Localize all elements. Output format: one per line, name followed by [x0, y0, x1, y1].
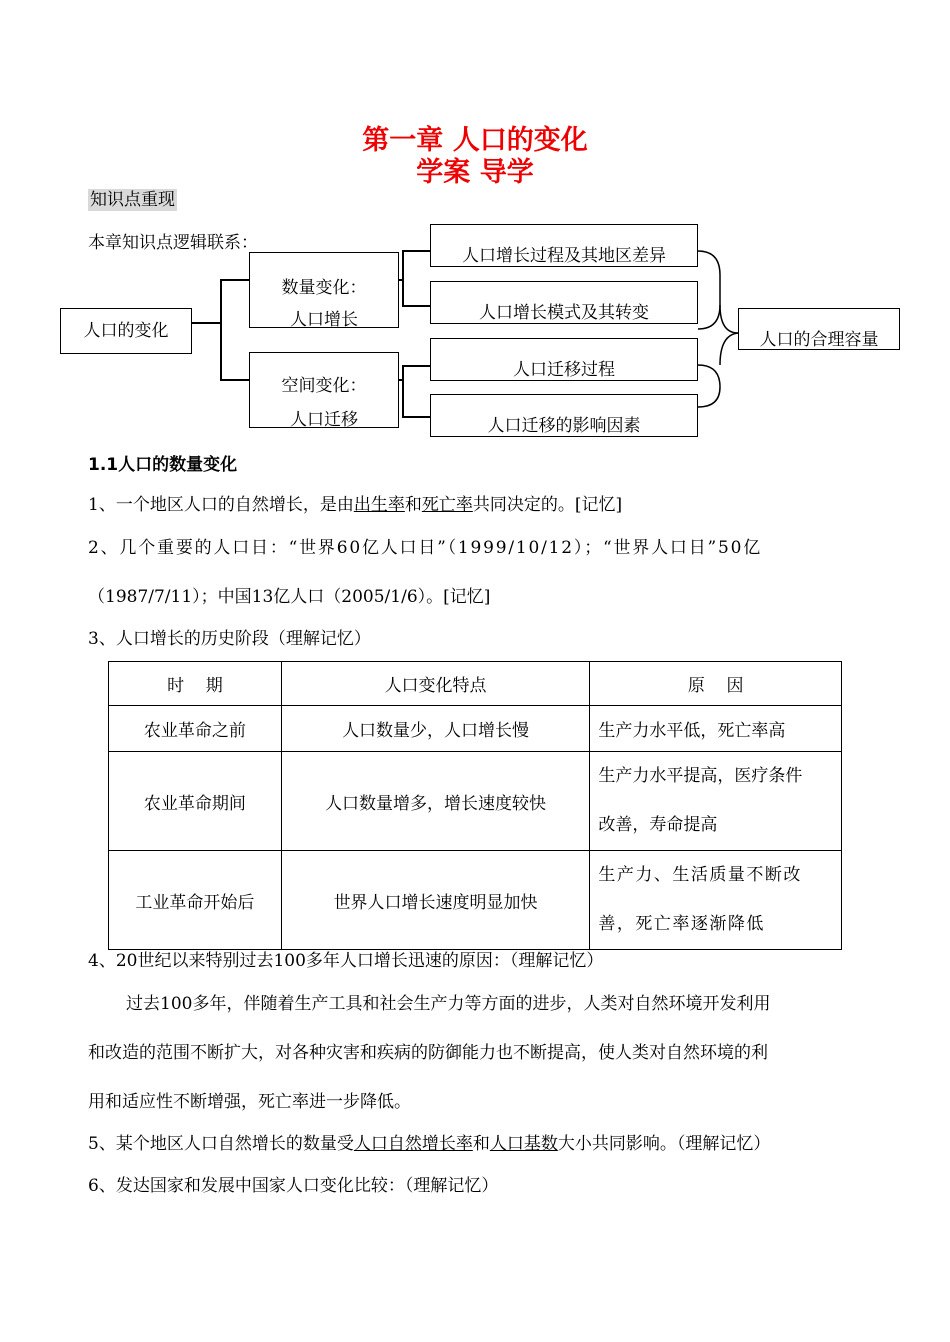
- connector-line: [402, 365, 431, 367]
- item-6: 6、发达国家和发展中国家人口变化比较：（理解记忆）: [88, 1176, 499, 1196]
- table-header-cell: 时 期: [109, 662, 282, 706]
- section-heading: 1.1人口的数量变化: [88, 455, 238, 475]
- diagram-root-box: 人口的变化: [60, 308, 192, 354]
- table-header-row: [109, 662, 842, 706]
- connector-line: [220, 279, 250, 281]
- table-cell-period: 农业革命之前: [109, 706, 282, 752]
- diagram-caption: 本章知识点逻辑联系：: [88, 233, 258, 253]
- table-header-cell: 原 因: [590, 662, 842, 706]
- item-4-paragraph-line: 和改造的范围不断扩大，对各种灾害和疾病的防御能力也不断提高，使人类对自然环境的利: [88, 1043, 768, 1063]
- branch-label-line2: 人口增长: [290, 310, 358, 330]
- diagram-branch-space: [249, 352, 399, 428]
- item-4-paragraph-line: 用和适应性不断增强，死亡率进一步降低。: [88, 1092, 411, 1112]
- item-3: 3、人口增长的历史阶段（理解记忆）: [88, 629, 371, 649]
- branch-label-line2: 人口迁移: [290, 410, 358, 430]
- item-2-line1: 2、几个重要的人口日：“世界60亿人口日”（1999/10/12）；“世界人口日”50亿: [88, 538, 763, 558]
- table-cell-feature: 人口数量增多，增长速度较快: [281, 752, 590, 851]
- item-4-heading: 4、20世纪以来特别过去100多年人口增长迅速的原因：（理解记忆）: [88, 951, 604, 971]
- table-cell-reason: 生产力水平低，死亡率高: [590, 706, 842, 752]
- table-cell-reason: 生产力水平提高，医疗条件 改善，寿命提高: [590, 752, 842, 851]
- diagram-leaf-box: 人口增长模式及其转变: [430, 281, 698, 324]
- diagram-right-bracket: [698, 245, 743, 415]
- connector-line: [402, 250, 404, 306]
- page-title: 第一章 人口的变化: [362, 125, 588, 156]
- table-cell-feature: 人口数量少，人口增长慢: [281, 706, 590, 752]
- page-subtitle: 学案 导学: [416, 157, 534, 188]
- connector-line: [402, 250, 431, 252]
- item-5: 5、某个地区人口自然增长的数量受人口自然增长率和人口基数大小共同影响。（理解记忆）: [88, 1134, 771, 1154]
- connector-line: [402, 365, 404, 417]
- diagram-branch-quantity: [249, 252, 399, 328]
- table-row: [109, 706, 842, 752]
- table-cell-period: 工业革命开始后: [109, 851, 282, 950]
- connector-line: [220, 279, 222, 380]
- diagram-leaf-box: 人口迁移过程: [430, 338, 698, 381]
- table-cell-reason: 生产力、生活质量不断改 善，死亡率逐渐降低: [590, 851, 842, 950]
- connector-line: [402, 416, 431, 418]
- diagram-leaf-box: 人口迁移的影响因素: [430, 394, 698, 437]
- item-4-paragraph-line: 过去100多年，伴随着生产工具和社会生产力等方面的进步，人类对自然环境开发利用: [126, 994, 771, 1014]
- connector-line: [192, 322, 222, 324]
- branch-label-line1: 空间变化：: [281, 376, 367, 396]
- table-row: [109, 752, 842, 851]
- table-row: [109, 851, 842, 950]
- table-header-cell: 人口变化特点: [281, 662, 590, 706]
- diagram-result-box: 人口的合理容量: [738, 308, 900, 350]
- connector-line: [220, 379, 250, 381]
- item-2-line2: （1987/7/11）；中国13亿人口（2005/1/6）。[记忆]: [88, 587, 491, 607]
- branch-label-line1: 数量变化：: [281, 278, 367, 298]
- diagram-leaf-box: 人口增长过程及其地区差异: [430, 224, 698, 267]
- section-label: 知识点重现: [90, 190, 175, 210]
- table-cell-feature: 世界人口增长速度明显加快: [281, 851, 590, 950]
- table-cell-period: 农业革命期间: [109, 752, 282, 851]
- history-table: [108, 661, 842, 950]
- item-1: 1、一个地区人口的自然增长，是由出生率和死亡率共同决定的。[记忆]: [88, 495, 623, 515]
- connector-line: [402, 305, 431, 307]
